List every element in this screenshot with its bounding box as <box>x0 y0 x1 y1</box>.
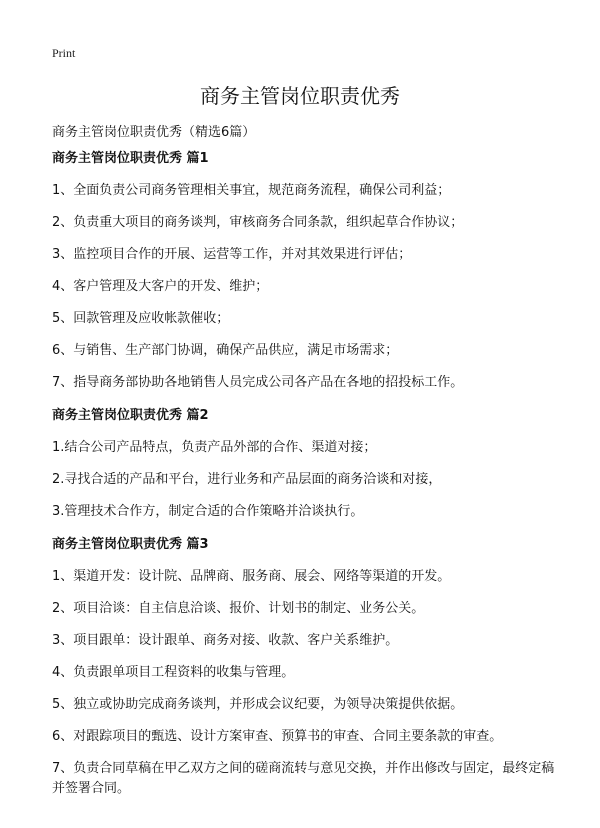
list-item: 7、负责合同草稿在甲乙双方之间的磋商流转与意见交换，并作出修改与固定，最终定稿并签署合同。 <box>52 761 555 796</box>
list-item: 7、指导商务部协助各地销售人员完成公司各产品在各地的招投标工作。 <box>52 375 464 390</box>
list-item: 1.结合公司产品特点，负责产品外部的合作、渠道对接； <box>52 440 377 455</box>
print-label: Print <box>52 46 76 60</box>
list-item: 3.管理技术合作方，制定合适的合作策略并洽谈执行。 <box>52 504 364 519</box>
list-item: 6、与销售、生产部门协调，确保产品供应，满足市场需求； <box>52 343 399 358</box>
document-body <box>52 149 564 799</box>
page-title: 商务主管岗位职责优秀 <box>200 84 400 108</box>
list-item: 2.寻找合适的产品和平台，进行业务和产品层面的商务洽谈和对接， <box>52 472 442 487</box>
list-item: 4、负责跟单项目工程资料的收集与管理。 <box>52 665 295 680</box>
list-item: 4、客户管理及大客户的开发、维护； <box>52 279 269 294</box>
list-item: 6、对跟踪项目的甄选、设计方案审查、预算书的审查、合同主要条款的审查。 <box>52 729 503 744</box>
list-item: 3、监控项目合作的开展、运营等工作，并对其效果进行评估； <box>52 247 412 262</box>
list-item: 5、回款管理及应收帐款催收； <box>52 311 230 326</box>
section-heading: 商务主管岗位职责优秀 篇1 <box>52 151 209 166</box>
section-heading: 商务主管岗位职责优秀 篇2 <box>52 408 209 423</box>
list-item: 2、负责重大项目的商务谈判，审核商务合同条款，组织起草合作协议； <box>52 215 464 230</box>
list-item: 5、独立或协助完成商务谈判，并形成会议纪要，为领导决策提供依据。 <box>52 697 464 712</box>
document-subtitle: 商务主管岗位职责优秀（精选6篇） <box>52 125 256 140</box>
list-item: 1、全面负责公司商务管理相关事宜，规范商务流程，确保公司利益； <box>52 183 451 198</box>
list-item: 3、项目跟单：设计跟单、商务对接、收款、客户关系维护。 <box>52 633 399 648</box>
list-item: 1、渠道开发：设计院、品牌商、服务商、展会、网络等渠道的开发。 <box>52 569 451 584</box>
section-heading: 商务主管岗位职责优秀 篇3 <box>52 537 209 552</box>
list-item: 2、项目洽谈：自主信息洽谈、报价、计划书的制定、业务公关。 <box>52 601 425 616</box>
